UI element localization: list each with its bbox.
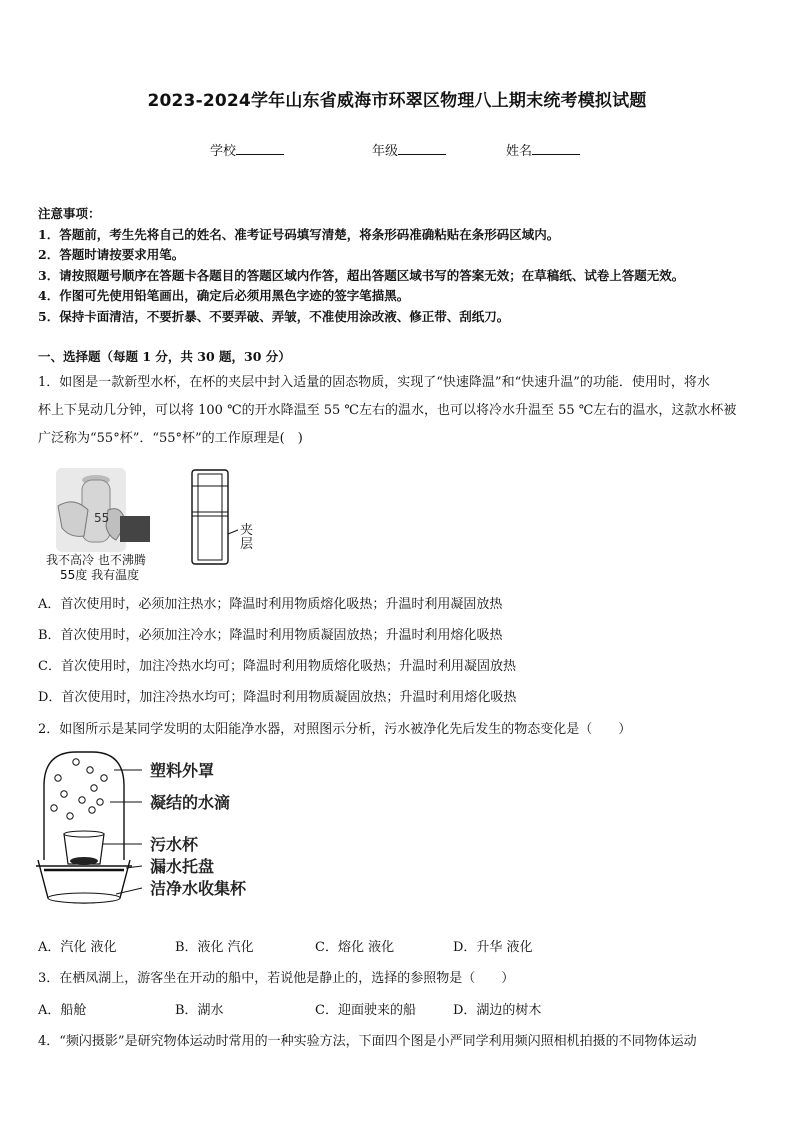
name-field[interactable] (506, 140, 580, 159)
label-dirty-cup: 污水杯 (150, 835, 199, 854)
label-plastic-cover: 塑料外罩 (150, 761, 215, 780)
question-2-stem: 2．如图所示是某同学发明的太阳能净水器，对照图示分析，污水被净化先后发生的物态变化是（ ） (38, 722, 632, 737)
cup-text: 55 (94, 511, 110, 525)
q3-option-d[interactable]: D．湖边的树木 (453, 1003, 542, 1018)
q1-option-a[interactable]: A．首次使用时，必须加注热水；降温时利用物质熔化吸热；升温时利用凝固放热 (38, 597, 503, 612)
school-label: 学校 (210, 144, 237, 159)
q3-option-c[interactable]: C．迎面驶来的船 (315, 1003, 416, 1018)
notice-item: 3．请按照题号顺序在答题卡各题目的答题区域内作答，超出答题区域书写的答案无效；在草稿纸、试卷上答题无效。 (38, 267, 685, 283)
label-condensed-drops: 凝结的水滴 (150, 793, 231, 812)
grade-field[interactable] (372, 140, 446, 159)
grade-blank[interactable] (398, 142, 446, 155)
question-3-stem: 3．在栖凤湖上，游客坐在开动的船中，若说他是静止的，选择的参照物是（ ） (38, 971, 515, 986)
q3-option-b[interactable]: B．湖水 (175, 1003, 224, 1018)
layer-label-1: 夹 (240, 523, 254, 538)
label-clean-cup: 洁净水收集杯 (150, 879, 247, 898)
question-1-line: 杯上下晃动几分钟，可以将 100 ℃的开水降温至 55 ℃左右的温水，也可以将冷水升温至 55 ℃左右的温水，这款水杯被 (38, 403, 737, 418)
school-field[interactable] (210, 140, 284, 159)
school-blank[interactable] (236, 142, 284, 155)
cup-layer-diagram (190, 468, 270, 568)
page-title: 2023-2024学年山东省威海市环翠区物理八上期末统考模拟试题 (147, 91, 647, 111)
notice-item: 1．答题前，考生先将自己的姓名、准考证号码填写清楚，将条形码准确粘贴在条形码区域内。 (38, 226, 560, 242)
label-leak-tray: 漏水托盘 (150, 857, 215, 876)
cup-photo-illustration (44, 466, 174, 584)
q2-option-d[interactable]: D．升华 液化 (453, 940, 533, 955)
solar-purifier-illustration (34, 748, 294, 918)
notice-heading: 注意事项： (38, 206, 101, 221)
name-blank[interactable] (532, 142, 580, 155)
question-1-line: 1．如图是一款新型水杯，在杯的夹层中封入适量的固态物质，实现了“快速降温”和“快速升温”的功能．使用时，将水 (38, 375, 710, 390)
grade-label: 年级 (372, 144, 399, 159)
layer-label-2: 层 (240, 537, 254, 552)
q1-option-b[interactable]: B．首次使用时，必须加注冷水；降温时利用物质凝固放热；升温时利用熔化吸热 (38, 628, 503, 643)
cup-caption-line1: 我不高冷 也不沸腾 (46, 553, 146, 567)
notice-block (38, 204, 768, 328)
q2-option-a[interactable]: A．汽化 液化 (38, 940, 117, 955)
q1-option-c[interactable]: C．首次使用时，加注冷热水均可；降温时利用物质熔化吸热；升温时利用凝固放热 (38, 659, 516, 674)
section-heading: 一、选择题（每题 1 分，共 30 题，30 分） (38, 349, 291, 364)
question-1-line: 广泛称为“55°杯”．“55°杯”的工作原理是( ) (38, 431, 303, 446)
cup-photo-figure (44, 466, 174, 584)
q3-option-a[interactable]: A．船舱 (38, 1003, 87, 1018)
question-1-stem (38, 369, 760, 453)
name-label: 姓名 (506, 144, 533, 159)
q2-option-b[interactable]: B．液化 汽化 (175, 940, 254, 955)
question-4-stem: 4．“频闪摄影”是研究物体运动时常用的一种实验方法，下面四个图是小严同学利用频闪照相机拍摄的不同物体运动 (38, 1034, 697, 1049)
q2-option-c[interactable]: C．熔化 液化 (315, 940, 395, 955)
cup-caption-line2: 55度 我有温度 (60, 568, 140, 582)
q1-option-d[interactable]: D．首次使用时，加注冷热水均可；降温时利用物质凝固放热；升温时利用熔化吸热 (38, 690, 517, 705)
solar-purifier-diagram (34, 748, 294, 918)
notice-item: 4．作图可先使用铅笔画出，确定后必须用黑色字迹的签字笔描黑。 (38, 288, 410, 304)
notice-item: 2．答题时请按要求用笔。 (38, 247, 185, 263)
notice-item: 5．保持卡面清洁，不要折暴、不要弄破、弄皱，不准使用涂改液、修正带、刮纸刀。 (38, 308, 510, 324)
cup-layer-illustration (190, 468, 270, 568)
